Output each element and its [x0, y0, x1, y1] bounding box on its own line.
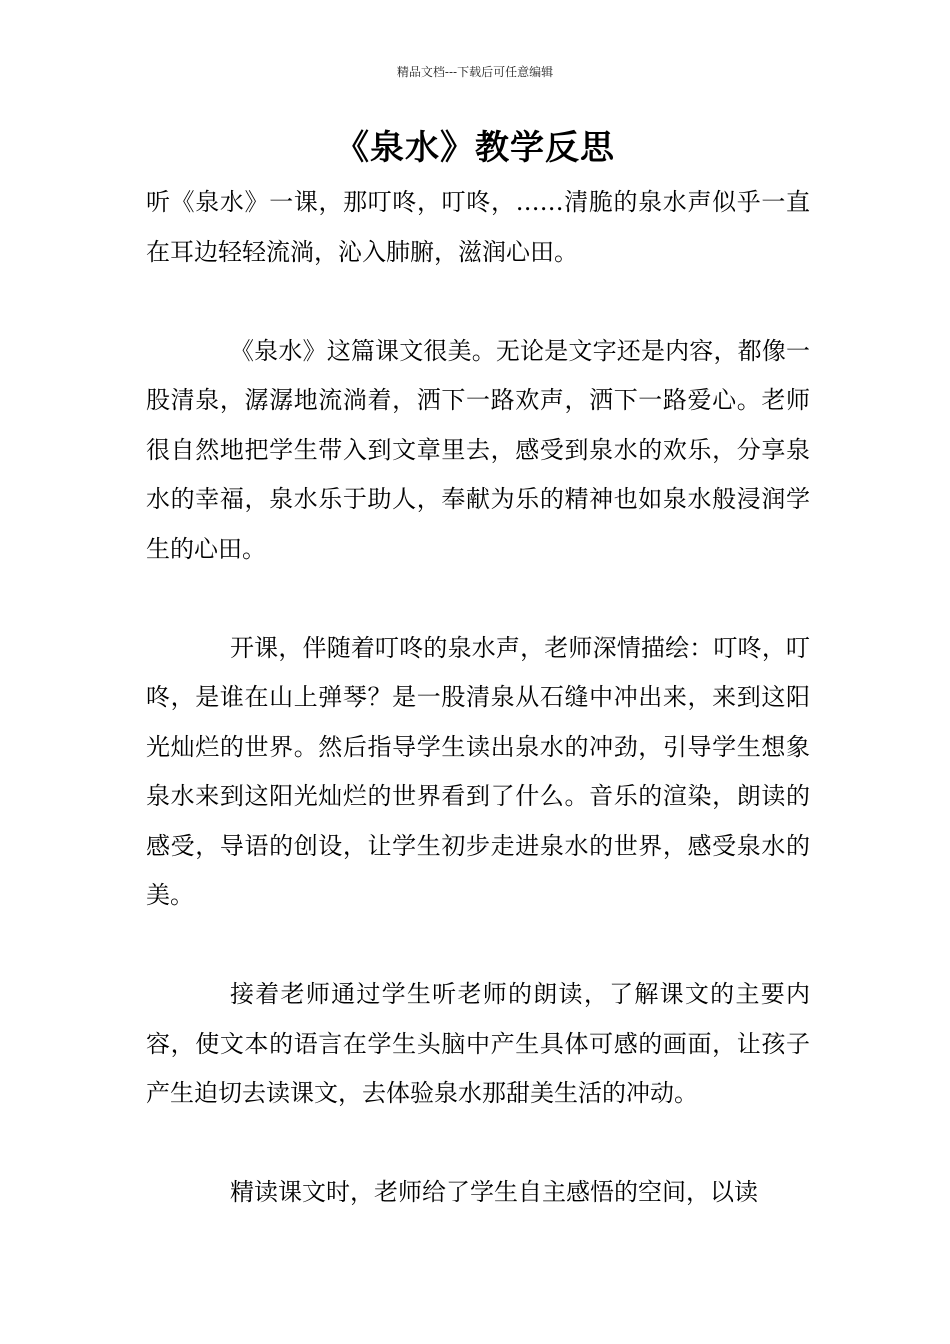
paragraph-4: 接着老师通过学生听老师的朗读，了解课文的主要内容，使文本的语言在学生头脑中产生具体可感的画面，让孩子产生迫切去读课文，去体验泉水那甜美生活的冲动。: [146, 980, 810, 1107]
paragraph-1: 听《泉水》一课，那叮咚，叮咚，……清脆的泉水声似乎一直在耳边轻轻流淌，沁入肺腑，滋润心田。: [146, 188, 810, 266]
header-note: 精品文档---下载后可任意编辑: [396, 65, 554, 79]
document-title: 《泉水》教学反思: [335, 128, 615, 168]
document-body: [146, 178, 810, 1267]
paragraph-5: 精读课文时，老师给了学生自主感悟的空间，以读: [230, 1178, 758, 1206]
paragraph-3: 开课，伴随着叮咚的泉水声，老师深情描绘：叮咚，叮咚，是谁在山上弹琴？是一股清泉从石缝中冲出来，来到这阳光灿烂的世界。然后指导学生读出泉水的冲劲，引导学生想象泉水来到这阳光灿烂的世界看到了什么。音乐的渲染，朗读的感受，导语的创设，让学生初步走进泉水的世界，感受泉水的美。: [146, 633, 810, 909]
paragraph-2: 《泉水》这篇课文很美。无论是文字还是内容，都像一股清泉，潺潺地流淌着，洒下一路欢声，洒下一路爱心。老师很自然地把学生带入到文章里去，感受到泉水的欢乐，分享泉水的幸福，泉水乐于助人，奉献为乐的精神也如泉水般浸润学生的心田。: [146, 336, 810, 563]
